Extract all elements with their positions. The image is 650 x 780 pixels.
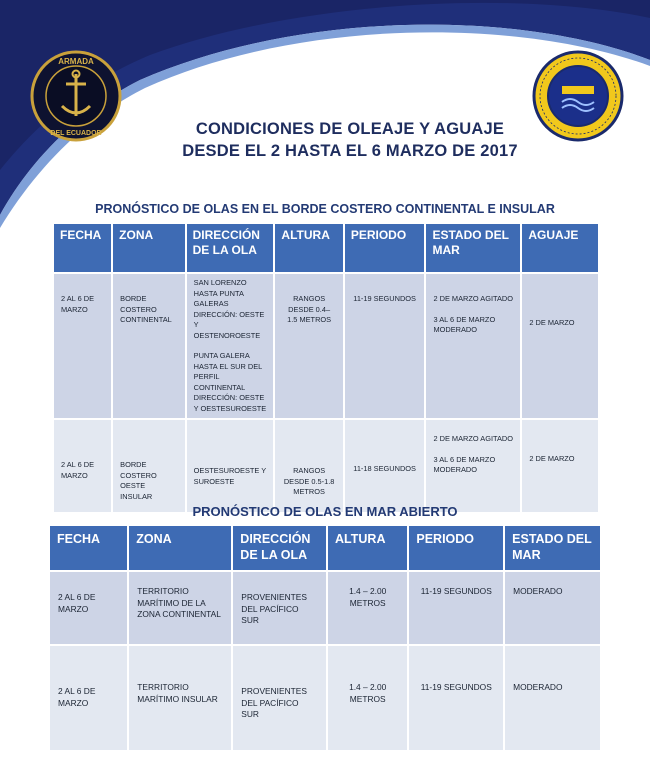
section2-title: PRONÓSTICO DE OLAS EN MAR ABIERTO bbox=[192, 504, 458, 519]
col-header-altura: ALTURA bbox=[275, 224, 342, 272]
col-header-fecha: FECHA bbox=[50, 526, 127, 570]
cell-fecha: 2 AL 6 DE MARZO bbox=[50, 646, 127, 750]
cell-altura: RANGOS DESDE 0.4– 1.5 METROS bbox=[275, 274, 342, 418]
cell-zona: BORDE COSTERO CONTINENTAL bbox=[113, 274, 184, 418]
cell-direccion: PROVENIENTES DEL PACÍFICO SUR bbox=[233, 646, 326, 750]
table-row bbox=[54, 274, 598, 418]
cell-estado bbox=[426, 420, 520, 512]
table-row bbox=[50, 572, 600, 644]
section1-title: PRONÓSTICO DE OLAS EN EL BORDE COSTERO CONTINENTAL E INSULAR bbox=[95, 202, 555, 216]
cell-zona: TERRITORIO MARÍTIMO INSULAR bbox=[129, 646, 231, 750]
col-header-estado: ESTADO DEL MAR bbox=[505, 526, 600, 570]
cell-altura: 1.4 – 2.00 METROS bbox=[328, 646, 407, 750]
title-line-2: DESDE EL 2 HASTA EL 6 MARZO DE 2017 bbox=[182, 142, 518, 160]
cell-altura: RANGOS DESDE 0.5-1.8 METROS bbox=[275, 420, 342, 512]
cell-periodo: 11-19 SEGUNDOS bbox=[409, 646, 503, 750]
cell-zona: TERRITORIO MARÍTIMO DE LA ZONA CONTINENTAL bbox=[129, 572, 231, 644]
cell-aguaje: 2 DE MARZO bbox=[522, 274, 598, 418]
col-header-periodo: PERIODO bbox=[345, 224, 425, 272]
cell-periodo: 11-19 SEGUNDOS bbox=[409, 572, 503, 644]
col-header-estado: ESTADO DEL MAR bbox=[426, 224, 520, 272]
cell-fecha: 2 AL 6 DE MARZO bbox=[54, 274, 111, 418]
cell-direccion: PROVENIENTES DEL PACÍFICO SUR bbox=[233, 572, 326, 644]
estado-second: 3 AL 6 DE MARZO MODERADO bbox=[433, 454, 496, 474]
table-row bbox=[54, 420, 598, 512]
cell-periodo: 11-19 SEGUNDOS bbox=[345, 274, 425, 418]
table-header-row bbox=[54, 224, 598, 272]
open-sea-forecast-table bbox=[48, 524, 602, 752]
coastal-forecast-table bbox=[52, 222, 600, 514]
col-header-aguaje: AGUAJE bbox=[522, 224, 598, 272]
direccion-south: PUNTA GALERA HASTA EL SUR DEL PERFIL CONTINENTAL DIRECCIÓN: OESTE Y OESTESUROESTE bbox=[193, 351, 267, 413]
document-title bbox=[150, 118, 550, 162]
cell-estado: MODERADO bbox=[505, 646, 600, 750]
cell-altura: 1.4 – 2.00 METROS bbox=[328, 572, 407, 644]
estado-second: 3 AL 6 DE MARZO MODERADO bbox=[433, 314, 496, 334]
armada-logo-top-text: ARMADA bbox=[58, 57, 94, 66]
col-header-fecha: FECHA bbox=[54, 224, 111, 272]
title-line-1: CONDICIONES DE OLEAJE Y AGUAJE bbox=[195, 120, 505, 138]
col-header-direccion: DIRECCIÓN DE LA OLA bbox=[187, 224, 274, 272]
col-header-altura: ALTURA bbox=[328, 526, 407, 570]
cell-aguaje: 2 DE MARZO bbox=[522, 420, 598, 512]
table-header-row bbox=[50, 526, 600, 570]
cell-direccion bbox=[187, 274, 274, 418]
col-header-direccion: DIRECCIÓN DE LA OLA bbox=[233, 526, 326, 570]
col-header-zona: ZONA bbox=[129, 526, 231, 570]
cell-periodo: 11-18 SEGUNDOS bbox=[345, 420, 425, 512]
direccion-north: SAN LORENZO HASTA PUNTA GALERAS DIRECCIÓN: OESTE Y OESTENOROESTE bbox=[193, 278, 265, 340]
armada-logo-bottom-text: DEL ECUADOR bbox=[50, 130, 102, 137]
cell-estado bbox=[426, 274, 520, 418]
table-row bbox=[50, 646, 600, 750]
cell-fecha: 2 AL 6 DE MARZO bbox=[54, 420, 111, 512]
cell-zona: BORDE COSTERO OESTE INSULAR bbox=[113, 420, 184, 512]
col-header-periodo: PERIODO bbox=[409, 526, 503, 570]
cell-fecha: 2 AL 6 DE MARZO bbox=[50, 572, 127, 644]
armada-logo bbox=[30, 50, 122, 142]
estado-first: 2 DE MARZO AGITADO bbox=[433, 294, 513, 303]
cell-estado: MODERADO bbox=[505, 572, 600, 644]
col-header-zona: ZONA bbox=[113, 224, 184, 272]
estado-first: 2 DE MARZO AGITADO bbox=[433, 434, 513, 443]
cell-direccion: OESTESUROESTE Y SUROESTE bbox=[187, 420, 274, 512]
